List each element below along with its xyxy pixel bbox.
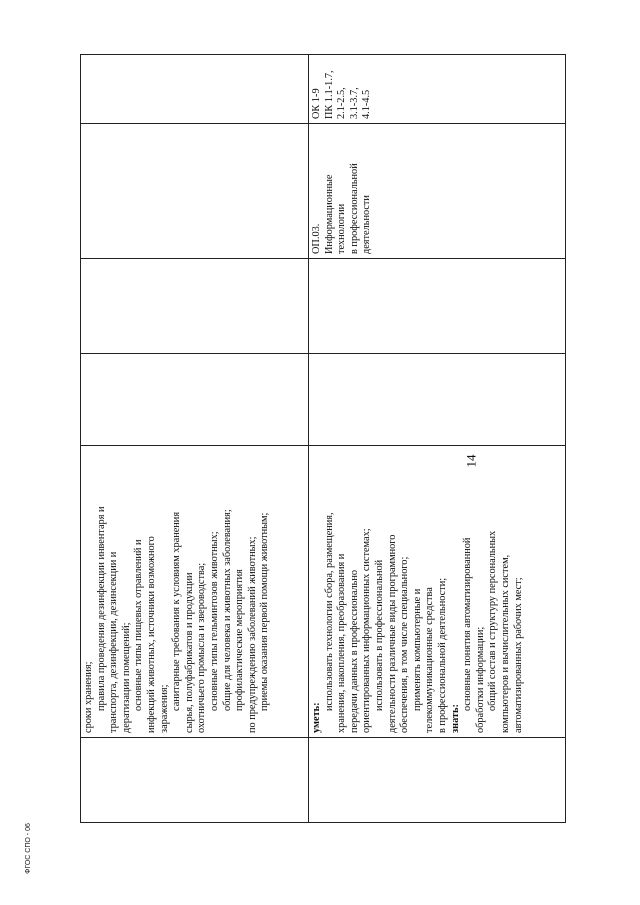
text-line: санитарные требования к условиям хранения <box>171 511 183 711</box>
text-line: телекоммуникационные средства <box>424 587 436 733</box>
text-line: деятельности <box>361 195 373 254</box>
rotated-page <box>80 55 565 823</box>
text-line: автоматизированных рабочих мест; <box>512 577 524 733</box>
text-line: передачи данных в профессионально <box>348 569 360 733</box>
table-cell-competencies <box>81 55 309 124</box>
table-row <box>81 55 309 823</box>
text-line: заражения; <box>158 684 170 733</box>
text-line: использовать в профессиональной <box>373 559 385 711</box>
text-line: профилактические мероприятия <box>234 569 246 711</box>
text-line: ОП.03. <box>311 223 322 254</box>
page-number: 14 <box>463 454 479 468</box>
text-line: общие для человека и животных заболевания; <box>221 509 233 711</box>
text-line: общий состав и структуру персональных <box>487 530 499 711</box>
text-line: 2.1-2.5, <box>336 87 348 119</box>
text-line: транспорта, дезинфекции, дезинсекции и <box>108 551 120 733</box>
text-line: 3.1-3.7, <box>348 87 360 119</box>
text-line: по предупреждению заболеваний животных; <box>246 536 258 733</box>
text-line: приемы оказания первой помощи животным; <box>259 512 271 711</box>
table-cell-hours <box>309 354 566 446</box>
text-line: применять компьютерные и <box>411 588 423 711</box>
text-line: технологии <box>336 203 348 254</box>
text-line: ПК 1.1-1.7, <box>323 70 335 119</box>
text-line: использовать технологии сбора, размещения, <box>323 512 335 711</box>
text-line: охотничьего промысла и звероводства; <box>196 562 208 733</box>
text-line: 4.1-4.5 <box>361 89 373 119</box>
text-line: в профессиональной <box>348 163 360 254</box>
table-cell-hours <box>81 354 309 446</box>
text-line: хранения, накопления, преобразования и <box>336 553 348 733</box>
text-line: основные типы гельминтозов животных; <box>208 531 220 711</box>
table-cell-hours-2 <box>81 259 309 354</box>
text-line: правила проведения дезинфекции инвентаря и <box>95 506 107 711</box>
text-line: основные типы пищевых отравлений и <box>133 539 145 711</box>
text-line: компьютеров и вычислительных систем, <box>499 554 511 733</box>
table-cell-discipline <box>81 124 309 259</box>
text-line: деятельности различные виды программного <box>386 534 398 733</box>
table-cell-discipline <box>309 124 566 259</box>
text-line: основные понятия автоматизированной <box>462 537 474 711</box>
text-line: уметь: <box>311 702 322 733</box>
text-line: обеспечения, в том числе специального; <box>399 556 411 733</box>
table-cell-content <box>309 446 566 738</box>
text-line: в профессиональной деятельности; <box>436 577 448 733</box>
curriculum-table <box>80 54 566 823</box>
table-cell-competencies <box>309 55 566 124</box>
table-cell-hours-2 <box>309 259 566 354</box>
table-cell-index <box>309 738 566 823</box>
text-line: дератизации помещений; <box>120 622 132 733</box>
text-line: Информационные <box>323 174 335 254</box>
table-row <box>309 55 566 823</box>
text-line: сырья, полуфабрикатов и продукции <box>183 572 195 733</box>
text-line: обработки информации; <box>474 626 486 733</box>
text-line: сроки хранения; <box>83 661 94 733</box>
text-line: ОК 1-9 <box>311 88 322 119</box>
table-cell-index <box>81 738 309 823</box>
footer-code: ФГОС СПО - 06 <box>24 823 32 874</box>
text-line: знать: <box>449 704 461 733</box>
text-line: ориентированных информационных системах; <box>361 528 373 733</box>
text-line: инфекций животных, источники возможного <box>145 536 157 733</box>
table-cell-content <box>81 446 309 738</box>
